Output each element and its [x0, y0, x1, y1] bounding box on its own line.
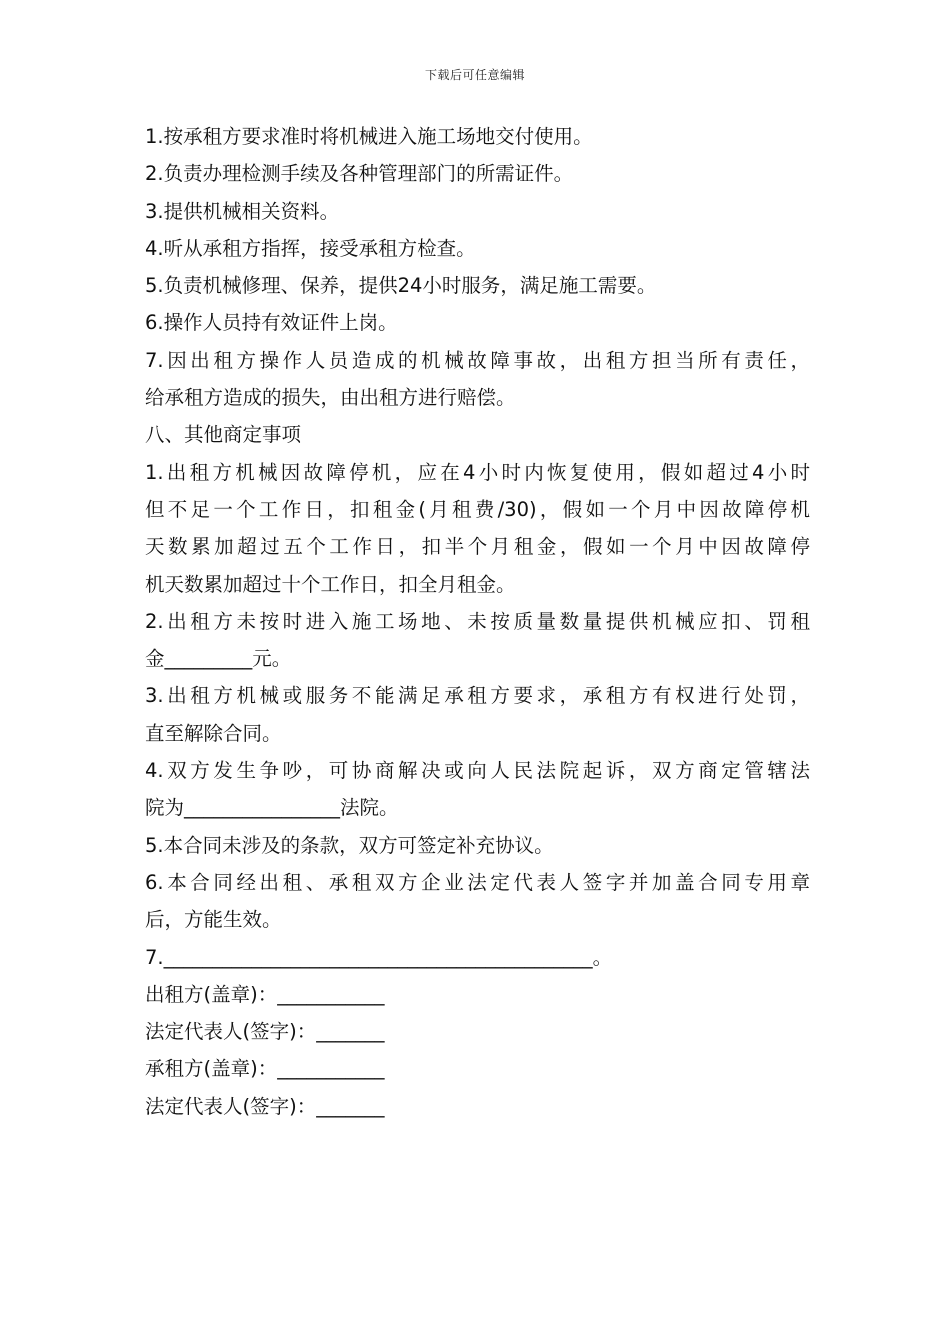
- document-line: 但不足一个工作日，扣租金(月租费/30)，假如一个月中因故障停机: [145, 497, 810, 521]
- document-line: 机天数累加超过十个工作日，扣全月租金。: [145, 572, 516, 596]
- document-line: 1.按承租方要求准时将机械进入施工场地交付使用。: [145, 125, 593, 148]
- document-line: 1.出租方机械因故障停机，应在4小时内恢复使用，假如超过4小时: [145, 460, 810, 484]
- document-line: 法定代表人(签字)：_______: [145, 1094, 385, 1118]
- document-line: 2.出租方未按时进入施工场地、未按质量数量提供机械应扣、罚租: [145, 609, 810, 633]
- document-line: 后，方能生效。: [145, 908, 282, 932]
- document-line: 院为________________法院。: [145, 796, 399, 820]
- document-line: 2.负责办理检测手续及各种管理部门的所需证件。: [145, 162, 574, 186]
- document-line: 4.听从承租方指挥，接受承租方检查。: [145, 236, 476, 260]
- document-line: 法定代表人(签字)：_______: [145, 1020, 385, 1044]
- document-line: 3.出租方机械或服务不能满足承租方要求，承租方有权进行处罚，: [145, 684, 810, 708]
- document-line: 金_________元。: [145, 647, 292, 671]
- document-line: 3.提供机械相关资料。: [145, 199, 340, 223]
- document-line: 6.操作人员持有效证件上岗。: [145, 311, 398, 335]
- document-line: 承租方(盖章)：___________: [145, 1057, 385, 1081]
- document-line: 5.负责机械修理、保养，提供24小时服务，满足施工需要。: [145, 274, 657, 298]
- document-line: 八、其他商定事项: [145, 423, 302, 447]
- document-line: 出租方(盖章)：___________: [145, 982, 385, 1006]
- document-line: 6.本合同经出租、承租双方企业法定代表人签字并加盖合同专用章: [145, 870, 810, 894]
- document-line: 5.本合同未涉及的条款，双方可签定补充协议。: [145, 833, 554, 857]
- document-line: 4.双方发生争吵，可协商解决或向人民法院起诉，双方商定管辖法: [145, 759, 810, 783]
- document-line: 7.因出租方操作人员造成的机械故障事故，出租方担当所有责任，: [145, 348, 810, 372]
- document-line: 天数累加超过五个工作日，扣半个月租金，假如一个月中因故障停: [145, 535, 810, 559]
- document-line: 直至解除合同。: [145, 721, 282, 745]
- document-body: [145, 118, 810, 1125]
- document-line: 给承租方造成的损失，由出租方进行赔偿。: [145, 386, 516, 410]
- page-header: 下载后可任意编辑: [424, 68, 525, 82]
- document-line: 7.____________________________________________。: [145, 945, 613, 969]
